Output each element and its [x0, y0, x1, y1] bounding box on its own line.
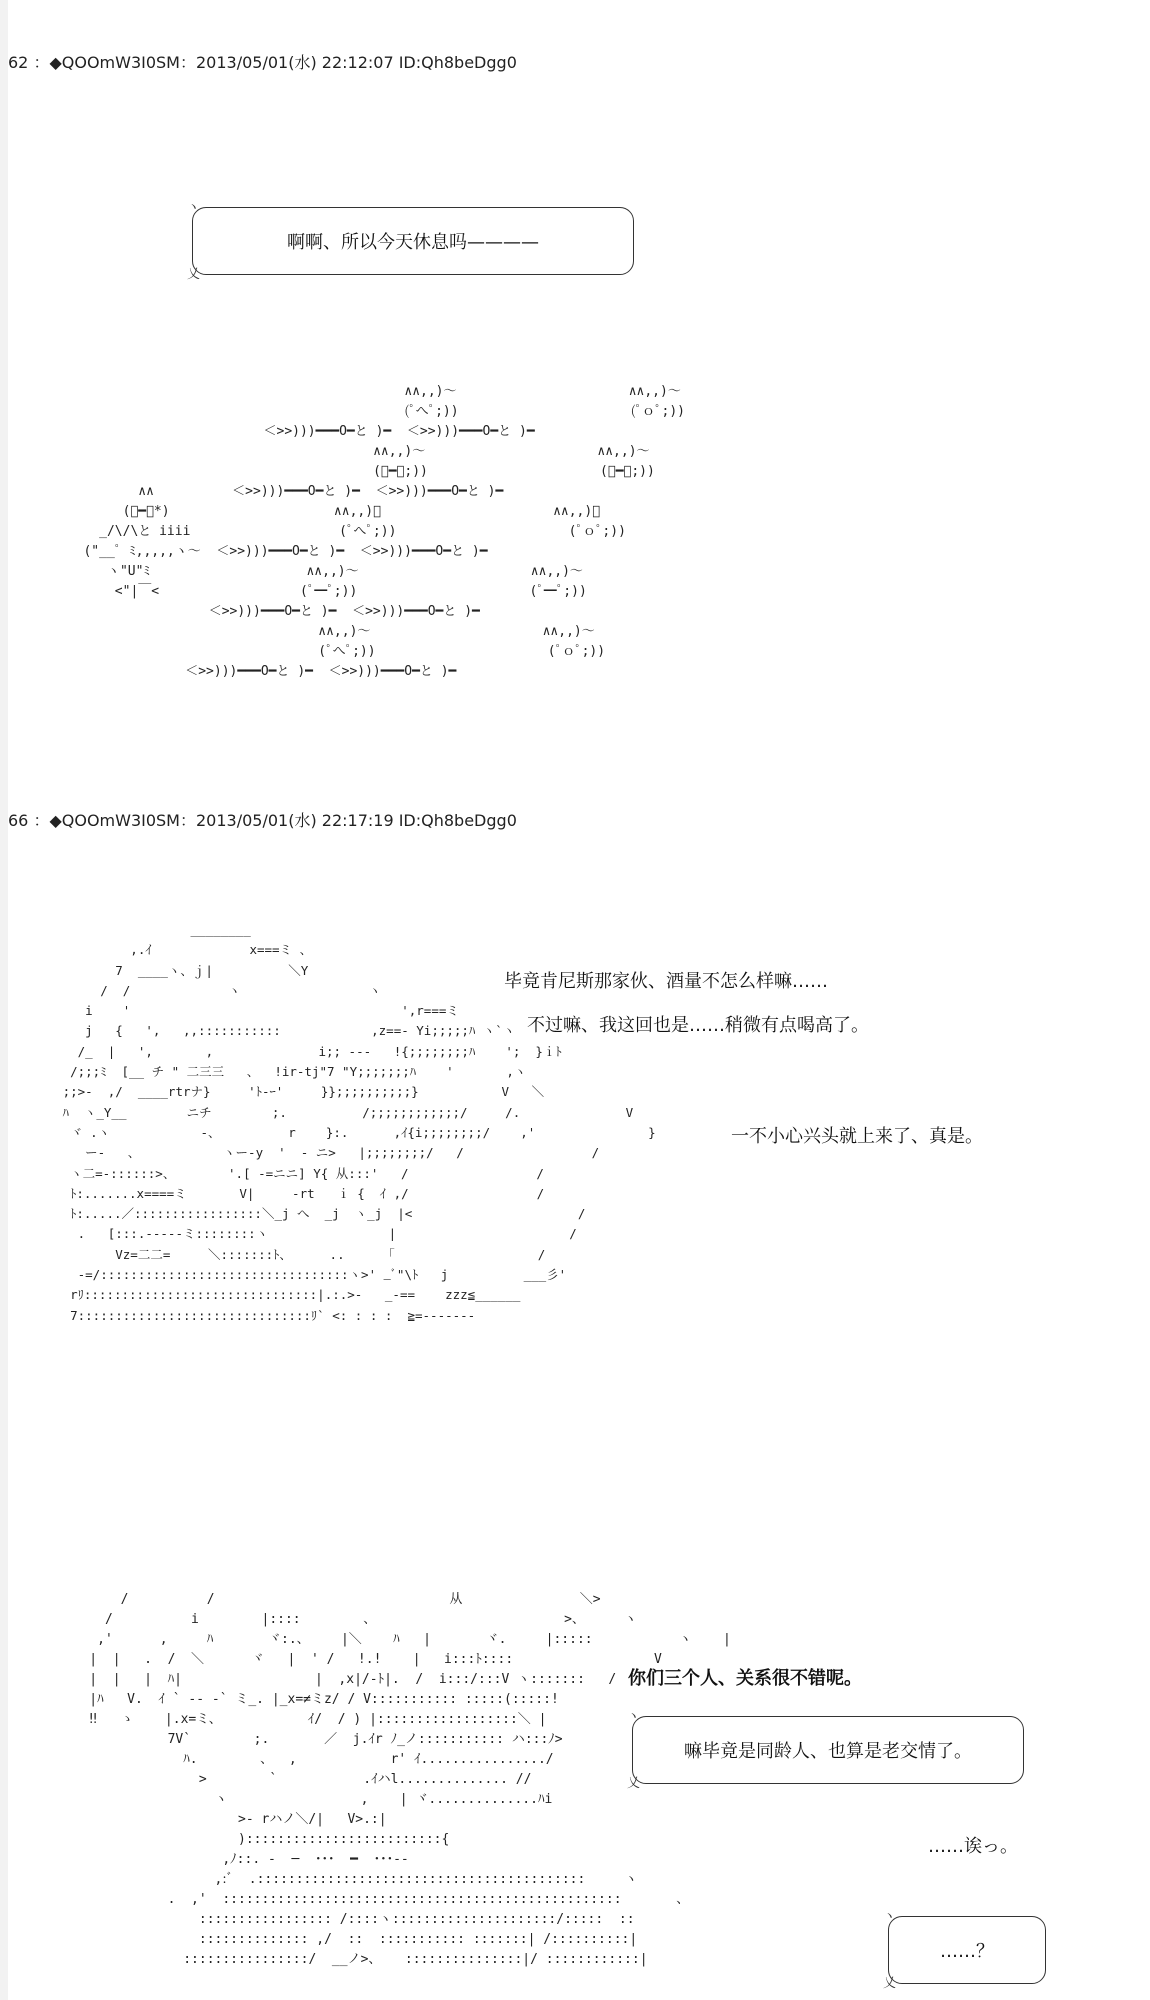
- bubble-tail-bottom-icon: 乂: [883, 1976, 897, 1991]
- speech-bubble: [883, 1909, 1046, 1991]
- bubble-tail-top-icon: ヽ: [187, 200, 201, 215]
- dialogue-line: 毕竟肯尼斯那家伙、酒量不怎么样嘛……: [504, 971, 828, 992]
- post-header-66: 66 ：◆QOOmW3I0SM：2013/05/01(水) 22:17:19 ID:Qh8beDgg0: [8, 811, 517, 830]
- dialogue-line: 一不小心兴头就上来了、真是。: [731, 1126, 983, 1147]
- left-margin-strip: [0, 0, 8, 2000]
- bubble-tail-bottom-icon: 乂: [627, 1776, 641, 1791]
- dialogue-line: 不过嘛、我这回也是……稍微有点喝高了。: [527, 1015, 869, 1036]
- bubble-tail-bottom-icon: 乂: [187, 267, 201, 282]
- bubble-text: 啊啊、所以今天休息吗————: [287, 232, 539, 253]
- ascii-art-cats: ∧∧,,)～ ∧∧,,)～ (ﾟへﾟ;)) (ﾟｏﾟ;)) ＜>>)))━━━O━と )━ ＜>>)))━━━O━と )━ ∧∧,,)～ ∧∧,,)～ (ﾟ━ﾟ;)) (ﾟ━ﾟ;)) ∧∧ ＜>>)))━━━O━と )━ ＜>>)))━━━O━と )━ (ﾟ━ﾟ*) ∧∧,,)～ ∧∧,,)～ _/\/\と iiii (ﾟへﾟ;)) (ﾟｏﾟ;)) ("__ﾟ ﾐ,,,,,ヽ～ ＜>>)))━━━O━と )━ ＜>>)))━━━O━と )━ ヽ"U"ﾐ ∧∧,,)～ ∧∧,,)～ <"|￣< (ﾟ━ﾟ;)) (ﾟ━ﾟ;)) ＜>>)))━━━O━と )━ ＜>>)))━━━O━と )━ ∧∧,,)～ ∧∧,,)～ (ﾟへﾟ;)) (ﾟｏﾟ;)) ＜>>)))━━━O━と )━ ＜>>)))━━━O━と )━: [83, 384, 685, 679]
- ascii-art-woman: / / 从 ＼> / i |:::: 、 >、 ヽ ,' , ﾊ ヾ:.、 |＼ ﾊ | ヾ. |::::: ヽ | | | . / ＼ ヾ | ' / !.! | i:::ﾄ:::: V | | | ﾊ| | ,x|/‐ﾄ|. / i:::/:::V ヽ::::::: / |ﾊ V. ｲ ` -‐ -` ミ_. |_x=≠ミz/ / V::::::::::: :::::(:::::! ‼ ゝ |.x=ミ、 ｲ/ / ) |::::::::::::::::::＼ | 7V` ;. ／ j.ｲr ﾉ_ノ::::::::::: ハ:::ﾉ> ﾊ. 、 , r' ｲ................/ > ` .ｲハl.............. // ヽ , | ヾ..............ﾊi >- rハノ＼/| V>.:| ):::::::::::::::::::::::::{ ,ﾉ::. ‐ ─ ･･･ ━ ･･･‐- ,:ﾞ .:::::::::::::::::::::::::::::::::::::::::: ヽ . ,' ::::::::::::::::::::::::::::::::::::::::::::::::::: 、 ::::::::::::::::: /::::ヽ:::::::::::::::::::::/::::: :: :::::::::::::: ,/ :: ::::::::::: :::::::| /::::::::::| ::::::::::::::::/ __ノ>、 :::::::::::::::|/ ::::::::::::|: [89, 1592, 731, 1967]
- speech-bubble: [627, 1709, 1024, 1791]
- post-header-62: 62 ：◆QOOmW3I0SM：2013/05/01(水) 22:12:07 ID:Qh8beDgg0: [8, 53, 517, 72]
- bubble-tail-top-icon: ヽ: [627, 1709, 641, 1724]
- dialogue-line: 你们三个人、关系很不错呢。: [628, 1668, 862, 1689]
- bubble-text: ……？: [940, 1941, 994, 1962]
- ascii-art-man: ________ ,.ｲ x===ミ 、 7 ____ヽ、ｊ| ＼Y / / ヽ ヽ i ' ',r===ミ j { ', ,,::::::::::: ,z==- Yi;;;;;ﾊ ヽ`ヽ /_ | ', , i;; -‐‐ !{;;;;;;;;ﾊ '; }ｉﾄ /;;;ﾐ [__ チ " 二三三 、 !ir-tj"7 "Y;;;;;;;ﾊ ' ,ヽ ;;>- ,/ ____rtrナ} 'ﾄ-ｰ' }};;;;;;;;;;} V ＼ ﾊ ヽ_Y__ ニチ ;. /;;;;;;;;;;;;/ /. V ヾ .ヽ -、 r }:. ,ｲ{i;;;;;;;;/ ,' } ー- 、 ヽー-y ' ‐ ニ> |;;;;;;;;/ / / ヽ二=-::::::>、 '.[ ‐=ニニ] Y{ 从:::' / / ﾄ:.......x====ミ V| ‐rt ｉ { ｲ ,/ / ﾄ:.....／:::::::::::::::::＼_j へ _j ヽ_j |< / . [:::.-‐‐‐‐ミ::::::::ヽ | / Vz=二二= ＼:::::::ﾄ、 .. 「 / -=/:::::::::::::::::::::::::::::::::ヽ>' _ﾞ"\ﾄ j ___彡' rﾘ:::::::::::::::::::::::::::::::|.:.>- _-== zzz≦______ 7:::::::::::::::::::::::::::::::ﾘ` <: : : : ≧=‐‐‐‐‐‐‐: [62, 922, 656, 1323]
- dialogue-line: ……诶っ。: [928, 1836, 1018, 1857]
- speech-bubble: [187, 200, 634, 282]
- bubble-tail-top-icon: ヽ: [883, 1909, 897, 1924]
- bubble-text: 嘛毕竟是同龄人、也算是老交情了。: [684, 1741, 972, 1762]
